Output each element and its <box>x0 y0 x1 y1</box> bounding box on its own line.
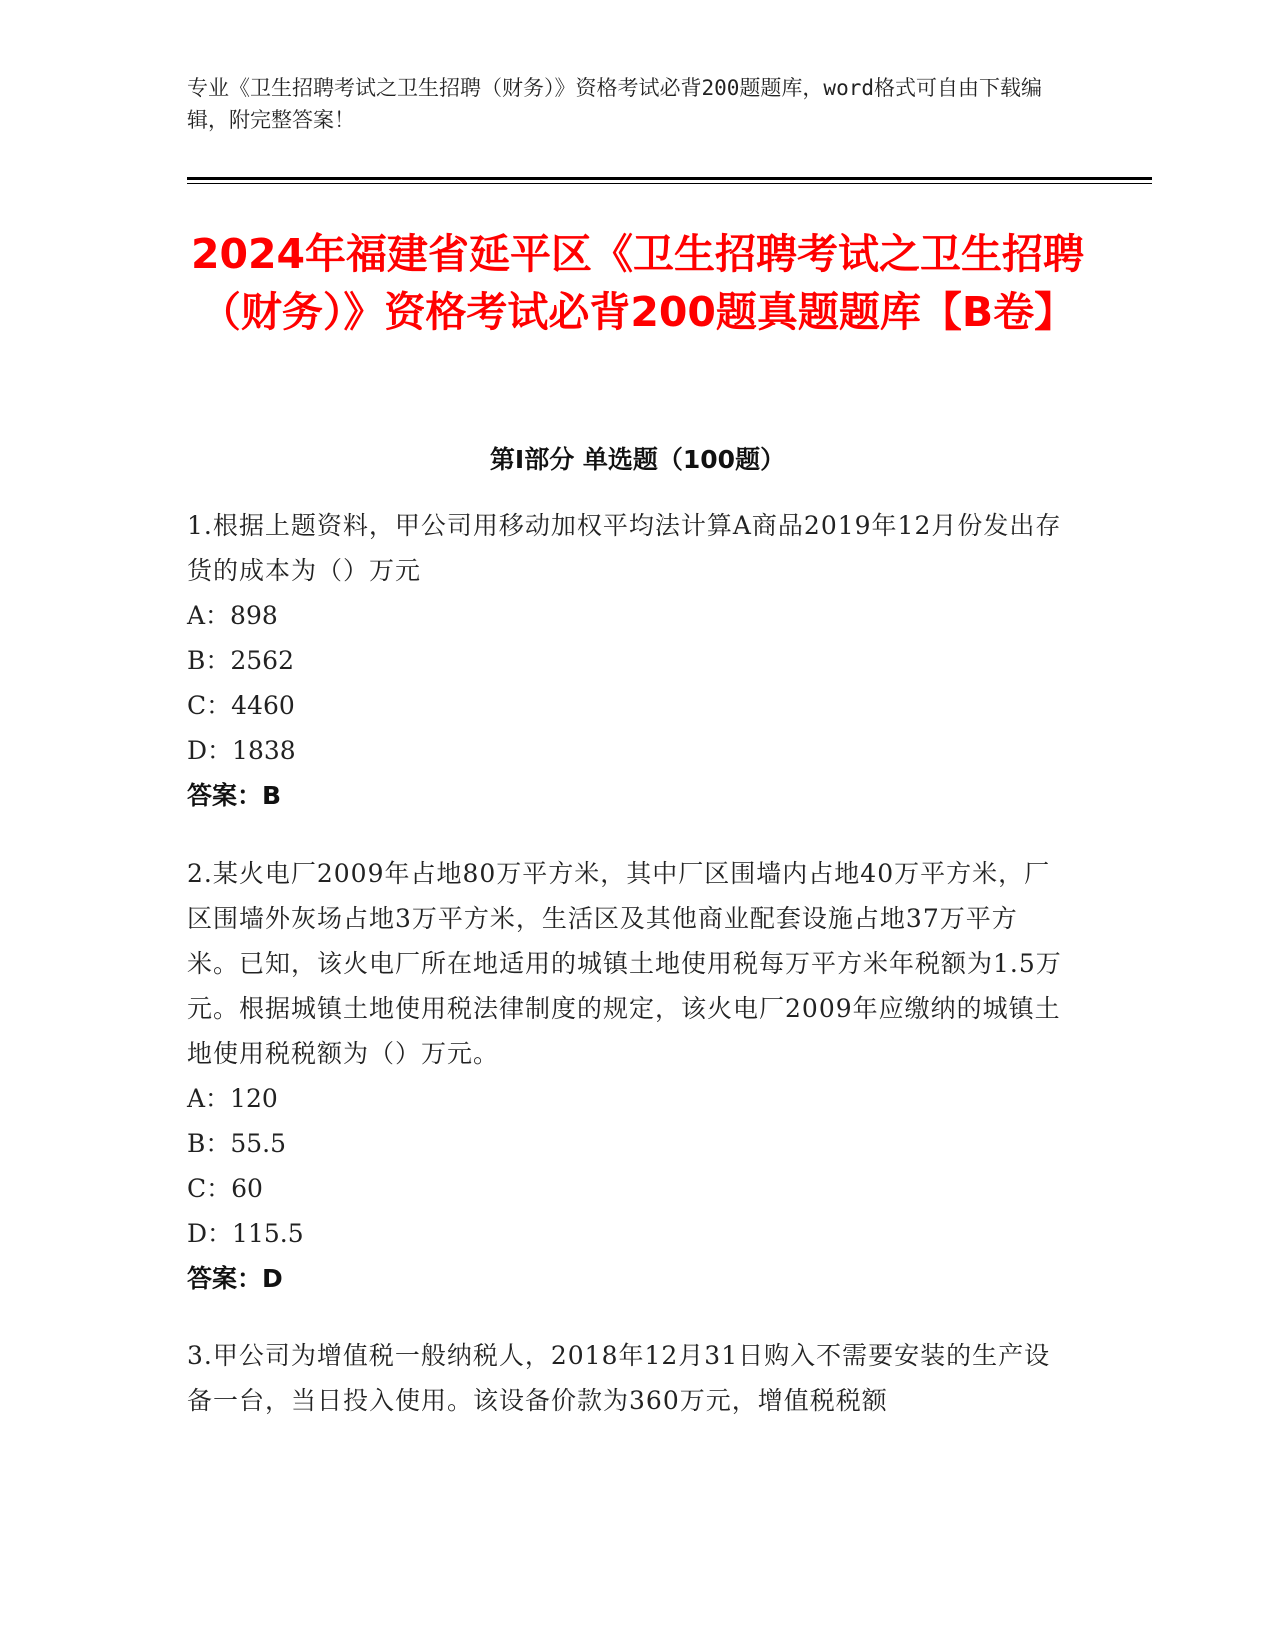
question-text: 2.某火电厂2009年占地80万平方米，其中厂区围墙内占地40万平方米，厂区围墙外灰场占地3万平方米，生活区及其他商业配套设施占地37万平方米。已知，该火电厂所在地适用的城镇土地使用税每万平方米年税额为1.5万元。根据城镇土地使用税法律制度的规定，该火电厂2009年应缴纳的城镇土地使用税税额为（）万元。 <box>187 859 1062 1068</box>
question-1 <box>187 503 1067 818</box>
question-3 <box>187 1333 1067 1423</box>
option-a: A：120 <box>187 1084 278 1113</box>
header-rule-thin <box>187 183 1152 184</box>
option-b: B：2562 <box>187 646 294 675</box>
option-c: C：60 <box>187 1174 263 1203</box>
question-text: 3.甲公司为增值税一般纳税人，2018年12月31日购入不需要安装的生产设备一台，当日投入使用。该设备价款为360万元，增值税税额 <box>187 1341 1051 1415</box>
option-c: C：4460 <box>187 691 295 720</box>
answer: 答案：D <box>187 1264 283 1293</box>
option-b: B：55.5 <box>187 1129 287 1158</box>
option-d: D：1838 <box>187 736 296 765</box>
document-title: 2024年福建省延平区《卫生招聘考试之卫生招聘（财务）》资格考试必背200题真题题库【B卷】 <box>190 230 1085 336</box>
header-rule-thick <box>187 177 1152 180</box>
option-a: A：898 <box>187 601 278 630</box>
section-heading: 第I部分 单选题（100题） <box>489 445 786 474</box>
answer: 答案：B <box>187 781 282 810</box>
option-d: D：115.5 <box>187 1219 304 1248</box>
header-note: 专业《卫生招聘考试之卫生招聘（财务）》资格考试必背200题题库，word格式可自由下载编辑，附完整答案！ <box>187 76 1042 132</box>
question-text: 1.根据上题资料，甲公司用移动加权平均法计算A商品2019年12月份发出存货的成本为（）万元 <box>187 511 1062 585</box>
question-2 <box>187 851 1067 1301</box>
